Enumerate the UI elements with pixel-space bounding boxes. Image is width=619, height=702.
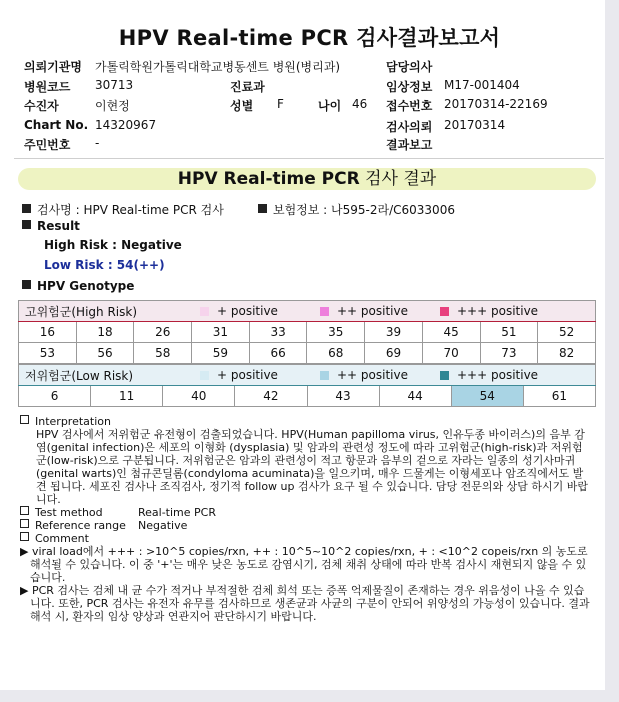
genotype-cell: 26 xyxy=(134,322,192,343)
legend-label: ++ positive xyxy=(337,304,408,318)
low-risk-value: : 54(++) xyxy=(107,258,165,272)
bullet-icon xyxy=(258,204,267,213)
legend-item xyxy=(200,368,320,382)
hospital-value: 가톨릭학원가톨릭대학교병동센트 병원(병리과) xyxy=(95,60,341,74)
genotype-cell: 18 xyxy=(76,322,134,343)
result-banner xyxy=(18,168,596,190)
genotype-cell: 31 xyxy=(192,322,250,343)
genotype-cell: 59 xyxy=(192,343,250,364)
low-risk-row xyxy=(19,386,596,407)
legend-swatch xyxy=(200,371,209,380)
legend-item xyxy=(440,368,560,382)
dept-label: 진료과 xyxy=(230,80,265,94)
comment-2-text: PCR 검사는 검체 내 균 수가 적거나 부적절한 검체 희석 또는 증폭 억제물질이 존재하는 경우 위음성이 나올 수 있습니다. 또한, PCR 검사는 유전자 유무를 검사하므로 생존균과 사균의 구분이 안되어 위양성의 가능성이 있습니다. 결과 해석 시, 환자의 임상 양상과 연관지어 판단하시기 바랍니다. xyxy=(30,584,590,623)
genotype-cell: 43 xyxy=(307,386,379,407)
genotype-cell: 42 xyxy=(235,386,307,407)
test-method-row xyxy=(20,506,590,519)
high-risk-result: High Risk : Negative xyxy=(44,238,182,252)
sex-label: 성별 xyxy=(230,99,254,113)
banner-normal: 검사 결과 xyxy=(359,169,437,189)
interpretation-heading-text: Interpretation xyxy=(35,415,111,428)
high-risk-table xyxy=(18,300,596,364)
genotype-cell: 35 xyxy=(307,322,365,343)
genotype-heading-text: HPV Genotype xyxy=(37,279,135,293)
exam-name-text: 검사명 : HPV Real-time PCR 검사 xyxy=(37,203,224,217)
receipt-label: 접수번호 xyxy=(386,99,433,113)
result-date-label: 결과보고 xyxy=(386,138,433,152)
legend-item xyxy=(440,304,560,318)
legend-label: +++ positive xyxy=(457,304,539,318)
request-value: 20170314 xyxy=(444,118,506,132)
header-divider xyxy=(14,158,604,159)
genotype-cell: 45 xyxy=(422,322,480,343)
triangle-bullet-icon: ▶ xyxy=(20,545,32,558)
chart-label: Chart No. xyxy=(24,118,89,132)
genotype-cell: 68 xyxy=(307,343,365,364)
test-method-label: Test method xyxy=(35,506,103,519)
receipt-value: 20170314-22169 xyxy=(444,97,548,111)
age-label: 나이 xyxy=(318,99,342,113)
genotype-cell: 53 xyxy=(19,343,77,364)
comment-2 xyxy=(20,584,590,623)
legend-item xyxy=(320,304,440,318)
insurance-info xyxy=(258,201,455,218)
code-label: 병원코드 xyxy=(24,80,71,94)
rrn-label: 주민번호 xyxy=(24,138,71,152)
legend-label: + positive xyxy=(217,368,278,382)
high-risk-header xyxy=(19,301,596,322)
low-risk-table xyxy=(18,364,596,407)
test-method-value: Real-time PCR xyxy=(138,506,216,519)
clinical-label: 임상정보 xyxy=(386,80,433,94)
doctor-label: 담당의사 xyxy=(386,60,433,74)
genotype-cell: 11 xyxy=(91,386,163,407)
legend-label: + positive xyxy=(217,304,278,318)
low-risk-group-label: 저위험군(Low Risk) xyxy=(25,368,134,383)
genotype-cell: 70 xyxy=(422,343,480,364)
code-value: 30713 xyxy=(95,78,134,92)
genotype-cell: 39 xyxy=(365,322,423,343)
comment-1-text: viral load에서 +++ : >10^5 copies/rxn, ++ : 10^5~10^2 copies/rxn, + : <10^2 copeis/rxn 의 농도로 해석될 수 있습니다. 이 중 '+'는 매우 낮은 농도로 감염시기, 검체 채취 상태에 따라 반복 검사시 재현되지 않을 수 있습니다. xyxy=(30,545,588,584)
interpretation-heading xyxy=(20,415,590,428)
clinical-value: M17-001404 xyxy=(444,78,520,92)
genotype-cell: 82 xyxy=(538,343,596,364)
interpretation-text: HPV 검사에서 저위험군 유전형이 검출되었습니다. HPV(Human papilloma virus, 인유두종 바이러스)의 음부 감염(genital infection)은 세포의 이형화 (dysplasia) 및 암과의 관련성 정도에 따라 고위험군(high-risk)과 저위험군(low-risk)으로 구분됩니다. 저위험군은 암과의 관련성이 적고 항문과 음부의 겉으로 자라는 일종의 성기사마귀(genital warts)인 첨규콘딜롬(condyloma acuminata)을 일으키며, 매우 드물게는 이형세포나 암조직에서도 발견 됩니다. 세포진 검사나 조직검사, 정기적 follow up 검사가 요구 될 수 있습니다. 담당 전문의와 상담 하시기 바랍니다. xyxy=(36,428,588,506)
legend-label: ++ positive xyxy=(337,368,408,382)
reference-range-label: Reference range xyxy=(35,519,126,532)
checkbox-icon xyxy=(20,506,29,515)
genotype-cell: 40 xyxy=(163,386,235,407)
rrn-value: - xyxy=(95,136,100,150)
legend-swatch xyxy=(200,307,209,316)
chart-value: 14320967 xyxy=(95,118,157,132)
legend-item xyxy=(200,304,320,318)
checkbox-icon xyxy=(20,532,29,541)
patient-label: 수진자 xyxy=(24,99,59,113)
right-frame xyxy=(605,0,619,702)
age-value: 46 xyxy=(352,97,368,111)
high-risk-row-1 xyxy=(19,322,596,343)
legend-swatch xyxy=(320,371,329,380)
genotype-cell: 58 xyxy=(134,343,192,364)
exam-name xyxy=(22,201,224,218)
comment-heading-text: Comment xyxy=(35,532,89,545)
hospital-label: 의뢰기관명 xyxy=(24,60,82,74)
high-risk-row-2 xyxy=(19,343,596,364)
genotype-cell: 51 xyxy=(480,322,538,343)
genotype-cell: 33 xyxy=(249,322,307,343)
legend-swatch xyxy=(440,371,449,380)
result-heading-text: Result xyxy=(37,219,80,233)
genotype-heading xyxy=(22,279,134,293)
comment-heading xyxy=(20,532,590,545)
legend-item xyxy=(320,368,440,382)
genotype-cell: 73 xyxy=(480,343,538,364)
insurance-text: 보험정보 : 나595-2라/C6033006 xyxy=(273,203,455,217)
genotype-cell: 69 xyxy=(365,343,423,364)
bullet-icon xyxy=(22,220,31,229)
reference-range-value: Negative xyxy=(138,519,188,532)
checkbox-icon xyxy=(20,519,29,528)
legend-label: +++ positive xyxy=(457,368,539,382)
genotype-cell: 66 xyxy=(249,343,307,364)
genotype-cell: 52 xyxy=(538,322,596,343)
banner-bold: HPV Real-time PCR xyxy=(177,169,360,189)
legend-swatch xyxy=(440,307,449,316)
genotype-cell: 44 xyxy=(379,386,451,407)
bottom-frame xyxy=(0,690,619,702)
result-heading xyxy=(22,219,80,233)
low-risk-header xyxy=(19,365,596,386)
checkbox-icon xyxy=(20,415,29,424)
report-title: HPV Real-time PCR 검사결과보고서 xyxy=(118,26,501,50)
genotype-cell: 16 xyxy=(19,322,77,343)
low-risk-result xyxy=(44,258,165,272)
legend-swatch xyxy=(320,307,329,316)
bullet-icon xyxy=(22,204,31,213)
genotype-cell: 56 xyxy=(76,343,134,364)
high-risk-group-label: 고위험군(High Risk) xyxy=(25,304,137,319)
reference-range-row xyxy=(20,519,590,532)
request-label: 검사의뢰 xyxy=(386,120,433,134)
sex-value: F xyxy=(277,97,284,111)
patient-value: 이현정 xyxy=(95,99,130,113)
triangle-bullet-icon: ▶ xyxy=(20,584,32,597)
genotype-cell: 61 xyxy=(523,386,595,407)
comment-1 xyxy=(20,545,590,584)
bullet-icon xyxy=(22,280,31,289)
interpretation-section xyxy=(20,415,590,623)
genotype-cell-detected: 54 xyxy=(451,386,523,407)
low-risk-label: Low Risk xyxy=(44,258,104,272)
genotype-cell: 6 xyxy=(19,386,91,407)
